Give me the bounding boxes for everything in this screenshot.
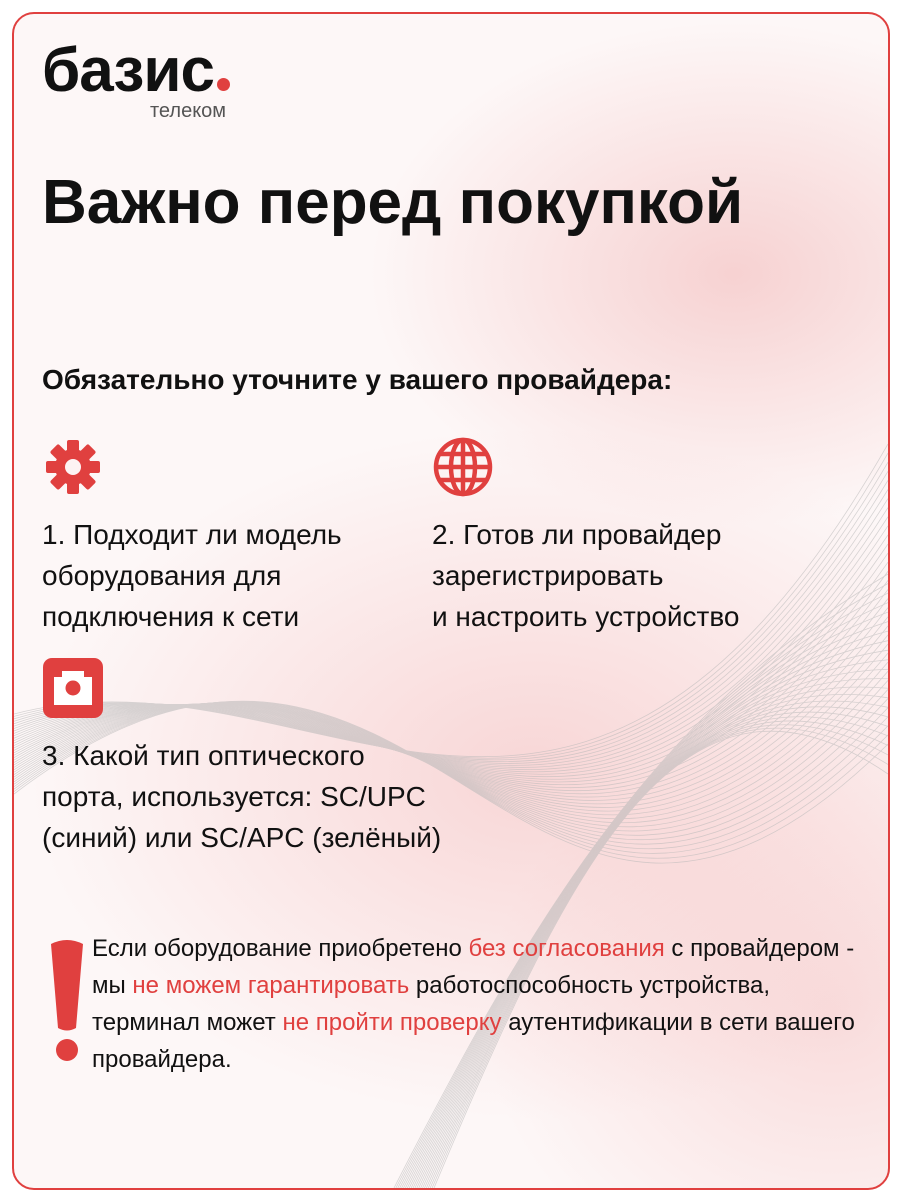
page-title: Важно перед покупкой: [42, 168, 744, 237]
brand-logo: [42, 36, 230, 122]
check-item-2: [432, 436, 740, 637]
highlight-fail-check: не пройти проверку: [282, 1009, 502, 1036]
check-item-text: 3. Какой тип оптического порта, используется: SC/UPC (синий) или SC/APC (зелёный): [42, 740, 442, 853]
brand-dot: [217, 78, 230, 91]
check-item-text: 2. Готов ли провайдер зарегистрировать и настроить устройство: [432, 519, 740, 632]
globe-icon: [432, 436, 494, 498]
check-item-text: 1. Подходит ли модель оборудования для подключения к сети: [42, 519, 342, 632]
check-item-1: [42, 436, 342, 637]
info-card: [12, 12, 890, 1190]
warning-text: Если оборудование приобретено без согласования с провайдером - мы не можем гарантировать работоспособность устройства, терминал может не пройти проверку аутентификации в сети вашего провайдера.: [92, 935, 855, 1073]
brand-name: базис: [42, 36, 214, 105]
exclamation-icon: [38, 936, 96, 1066]
optical-port-icon: [42, 657, 104, 719]
highlight-no-guarantee: не можем гарантировать: [132, 972, 410, 999]
check-item-3: [42, 657, 441, 858]
page-subtitle: Обязательно уточните у вашего провайдера:: [42, 364, 673, 395]
brand-subtitle: телеком: [150, 100, 227, 122]
gear-icon: [42, 436, 104, 498]
highlight-no-agreement: без согласования: [468, 935, 665, 962]
